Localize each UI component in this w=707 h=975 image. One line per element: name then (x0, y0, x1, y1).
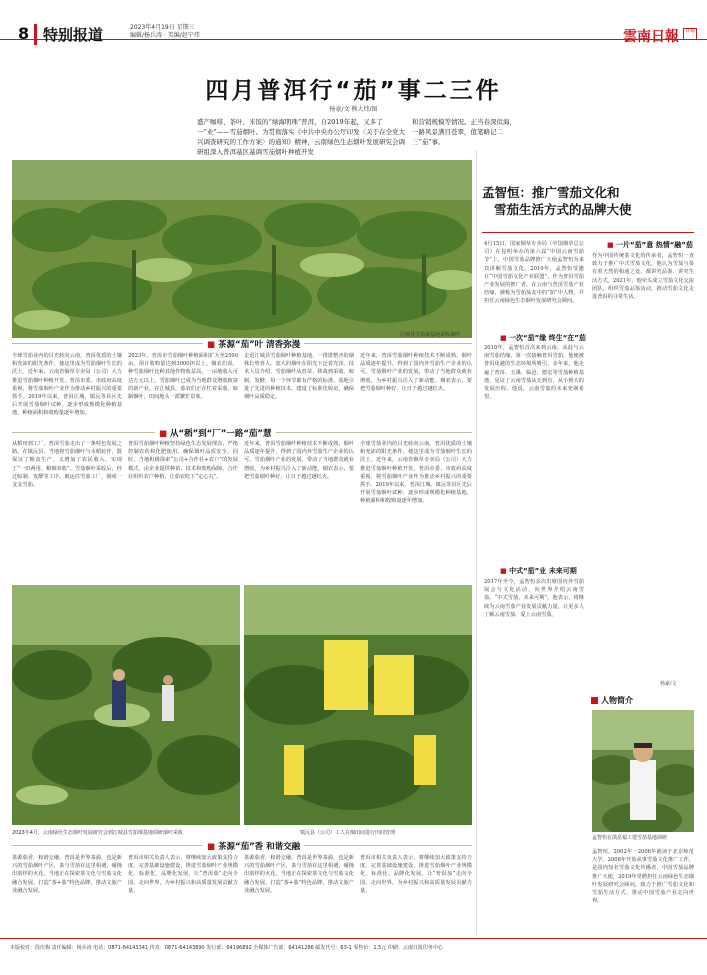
body-col-2: 2023年，普洱市雪茄烟叶种植面积扩大至2500亩，预计收购量达到3000担以上。烟农们说，种雪茄烟叶比种其他作物收益高，一亩地收入可达万元以上，雪茄烟叶已成为当地群众增收致富的新产业。在江城县，茄农们正在忙着采收、晾制烟叶，田间地头一派繁忙景象。 (128, 353, 238, 401)
body-col-6: 普洱雪茄烟叶种植坚持绿色生态发展理念，严格控制农药和化肥使用，确保烟叶品质安全。同时，当地积极探索“公司+合作社+农户”的发展模式，由企业提供种苗、技术和收购保障，合作社组织农户种植，让茄农吃下“定心丸”。 (128, 441, 238, 480)
sidebar-subhead-1-mark: ■ (500, 334, 510, 342)
header-meta (130, 24, 200, 40)
section-3-title-text: 茶源“茄”香 和谐交融 (218, 842, 301, 852)
sidebar-author-1: 杨豪/文 (660, 681, 677, 687)
section-2-title (155, 427, 276, 439)
newspaper-logo: 雲南日報 (623, 29, 679, 45)
top-photo (12, 160, 472, 338)
section-3-title (203, 840, 304, 852)
body-col-1: 全球雪茄业内的目光转向云南，普洱优质的土壤和充沛的阳光条件，使这里成为雪茄烟叶生长的沃土。近年来，云南省烟草专卖局（公司）大力推进雪茄烟叶种植开发，普洱市委、市政府高度重视，将雪茄烟叶产业作为推动乡村振兴的重要抓手。2019年以来，普洱江城、镇沅等县区先后开展雪茄烟叶试种，逐步形成规模化种植基地，种植面积和收购量逐年增加。 (12, 353, 122, 417)
sidebar-subhead-2-mark: ■ (607, 241, 617, 249)
logo-seal: 日報 (683, 28, 697, 40)
person-photo (592, 710, 694, 832)
middle-photo-caption: 镇沅县（公司）工人在烟田间进行田间管理 (300, 830, 396, 836)
body-col-12: 普洱市相关负责人表示，将继续加大政策支持力度，完善基础设施建设，推进雪茄烟叶产业规模化、标准化、品牌化发展，让“普洱茄”走向全国、走向世界，为乡村振兴和高质量发展贡献力量。 (360, 855, 472, 894)
body-col-7: 近年来，普洱雪茄烟叶种植技术不断成熟，烟叶品质逐年提升，得到了国内外雪茄生产企业的认可。雪茄烟叶产业的发展，带动了当地群众就业增收，为乡村振兴注入了新动能。烟农表示，要把雪茄烟叶种好，让日子越过越红火。 (244, 441, 354, 480)
section-title: 特别报道 (34, 24, 103, 45)
sidebar-title-line1: 孟智恒：推广雪茄文化和 (482, 185, 620, 200)
sidebar-divider (476, 150, 477, 935)
page-footer: 本版校对：段庆梅 责任编辑：杨兵涛 电话：0871-64143341 传真：0871-64143890 发行部：64196892 全媒体广告部：64141286 邮发代号：63-1 零售价：1.5元 印刷：云南日报印务中心 (0, 938, 707, 960)
sidebar-title-line2: 雪茄生活方式的品牌大使 (494, 202, 632, 217)
date-line: 2023年4月19日 星期三 (130, 24, 195, 31)
section-1-title-text: 茶源“茄”叶 清香弥漫 (218, 340, 301, 350)
left-photo-caption: 2023年4月，云南绿色生态烟叶发展研究会到江城县雪茄烟基地调研烟叶采收 (12, 830, 183, 836)
top-photo-caption: 江城县雪茄烟基地采收烟叶 (400, 332, 461, 338)
sidebar-subhead-2 (607, 240, 693, 250)
page-header (0, 0, 707, 45)
left-photo (12, 585, 240, 825)
body-col-8: 全球雪茄业内的目光转向云南，普洱优质的土壤和充沛的阳光条件，使这里成为雪茄烟叶生长的沃土。近年来，云南省烟草专卖局（公司）大力推进雪茄烟叶种植开发，普洱市委、市政府高度重视，将雪茄烟叶产业作为推动乡村振兴的重要抓手。2019年以来，普洱江城、镇沅等县区先后开展雪茄烟叶试种，逐步形成规模化种植基地，种植面积和收购量逐年增加。 (360, 441, 472, 505)
page-number: 8 (18, 24, 30, 43)
section-2-title-text: 从“稻”到“厂”一路“茄”慧 (170, 429, 272, 439)
lead-paragraph-2: 和营销规模等情况。正当春深似海，一路风景满目苍翠，值笔略记二三“茄”事。 (412, 118, 516, 146)
lead-paragraph-1: 盛产咖啡、茶叶、米饭的“绿海明珠”普洱，自2019年起，又多了一“业”——雪茄烟叶。为贯彻落实《中共中央办公厅印发〈关于在全党大兴调查研究的工作方案〉的通知》精神，云南绿色生态烟叶发展研究会调研组深入普洱基区基调雪茄烟叶种植开发 (197, 118, 406, 156)
person-heading-mark (591, 697, 598, 704)
person-profile-heading (591, 695, 633, 706)
sidebar-subhead-3-text: 中式“茄”业 未来可期 (509, 567, 577, 575)
body-col-9: 茶源茄香，和谐交融。普洱是世界茶源，也是新兴的雪茄烟叶产区，茶与雪茄在这里相遇，碰撞出别样的火花。当地正在探索茶文化与雪茄文化融合发展，打造“茶+茄”特色品牌，推动文旅产业融合发展。 (12, 855, 122, 894)
body-col-4: 近年来，普洱雪茄烟叶种植技术不断成熟，烟叶品质逐年提升，得到了国内外雪茄生产企业的认可。雪茄烟叶产业的发展，带动了当地群众就业增收，为乡村振兴注入了新动能。烟农表示，要把雪茄烟叶种好，让日子越过越红火。 (360, 353, 472, 392)
sidebar-col-1a: 4月15日，国家烟草专卖局（中国烟草总公司）在昆明举办的第六届“中国云南雪茄节”上，中国雪茄品牌推广大使孟智恒为来宾讲解雪茄文化。2019年，孟智恒受邀在“中国雪茄文化产业联盟”，作为普洱雪茄产业发展的推广者，在云南与普洱雪茄产业结缘，被称为雪茄茄友中的“茄”中人物，并担任云南绿色生态烟叶发展研究会顾问。 (484, 241, 584, 305)
middle-photo (244, 585, 472, 825)
body-col-11: 茶源茄香，和谐交融。普洱是世界茶源，也是新兴的雪茄烟叶产区，茶与雪茄在这里相遇，碰撞出别样的火花。当地正在探索茶文化与雪茄文化融合发展，打造“茶+茄”特色品牌，推动文旅产业融合发展。 (244, 855, 354, 894)
body-col-3: 走进江城县雪茄烟叶种植基地，一排排整齐的烟株长势喜人，宽大的烟叶在阳光下泛着光泽。技术人员介绍，雪茄烟叶从育苗、移栽到采收、晾制、发酵，每一个环节都有严格的标准。基地引进了先进的种植技术，建设了标准化晾房，确保烟叶品质稳定。 (244, 353, 354, 401)
person-heading-text: 人物简介 (601, 696, 633, 705)
sidebar-subhead-1-text: 一次“茄”缘 终生“在”茄 (509, 334, 586, 342)
sidebar-subhead-2-text: 一片“茄”意 热情“融”茄 (616, 241, 693, 249)
section-1-mark: ■ (207, 340, 218, 350)
person-photo-caption: 孟智恒在滇昆福工建雪茄基地调研 (592, 835, 668, 841)
editor-line: 编辑/杨兵涛 · 美编/赵宁伟 (130, 32, 200, 39)
sidebar-subhead-3-mark: ■ (500, 567, 510, 575)
sidebar-title (482, 184, 694, 218)
sidebar-rule (482, 232, 694, 233)
person-bio: 孟智恒，2002年一2006年就读于北京师范大学。2008年开始从事雪茄文化推广工作，是国内知名雪茄文化传播者，中国雪茄品牌推广大使，2019年受聘担任云南绿色生态烟叶发展研究会顾问，致力于推广雪茄文化和雪茄生活方式，推动中国雪茄产业走向世界。 (592, 849, 694, 905)
sidebar-subhead-1 (500, 333, 586, 343)
sidebar-col-1c: 2017年至今，孟智恒多次出席国内外雪茄展会与文化活动，向世界介绍云南雪茄，“中式雪茄，未来可期”。他表示，将继续为云南雪茄产业发展贡献力量，让更多人了解云南雪茄、爱上云南雪茄。 (484, 579, 584, 618)
sidebar-col-2a: 作为中国传统茶文化的传承者，孟智恒一直致力于推广中式雪茄文化，他认为雪茄与茶有着天然的相通之处，都讲究品鉴、讲究生活方式。2021年，他牵头成立雪茄文化交流团队，组织雪茄品鉴活动，推动雪茄文化走进普洱的寻常生活。 (592, 253, 694, 301)
body-col-5: 从稻田到工厂，普洱雪茄走出了一条特色发展之路。在镇沅县，当地将雪茄烟叶与水稻轮作，既保证了粮食生产，又增加了农民收入，实现了“一田两用、粮烟双收”。雪茄烟叶采收后，经过晾制、发酵等工序，被运往雪茄工厂，制成一支支雪茄。 (12, 441, 122, 489)
section-3-mark: ■ (207, 842, 218, 852)
section-2-mark: ■ (159, 429, 170, 439)
byline: 杨豪/文 熊大炜/图 (329, 106, 378, 113)
body-col-10: 普洱市相关负责人表示，将继续加大政策支持力度，完善基础设施建设，推进雪茄烟叶产业规模化、标准化、品牌化发展，让“普洱茄”走向全国、走向世界，为乡村振兴和高质量发展贡献力量。 (128, 855, 238, 894)
main-headline: 四月普洱行“茄”事二三件 (205, 78, 502, 104)
section-1-title (203, 338, 304, 350)
sidebar-col-1b: 2018年，孟智恒首次来到云南，从此与云南雪茄结缘。第一次接触普洱雪茄，他便被普洱优越的生态环境所吸引，多年来，他走遍了普洱、玉溪、临沧、德宏等雪茄种植基地，见证了云南雪茄从无到有、从小到大的发展历程。他说，云南雪茄的未来充满希望。 (484, 345, 584, 401)
sidebar-subhead-3 (500, 566, 577, 576)
